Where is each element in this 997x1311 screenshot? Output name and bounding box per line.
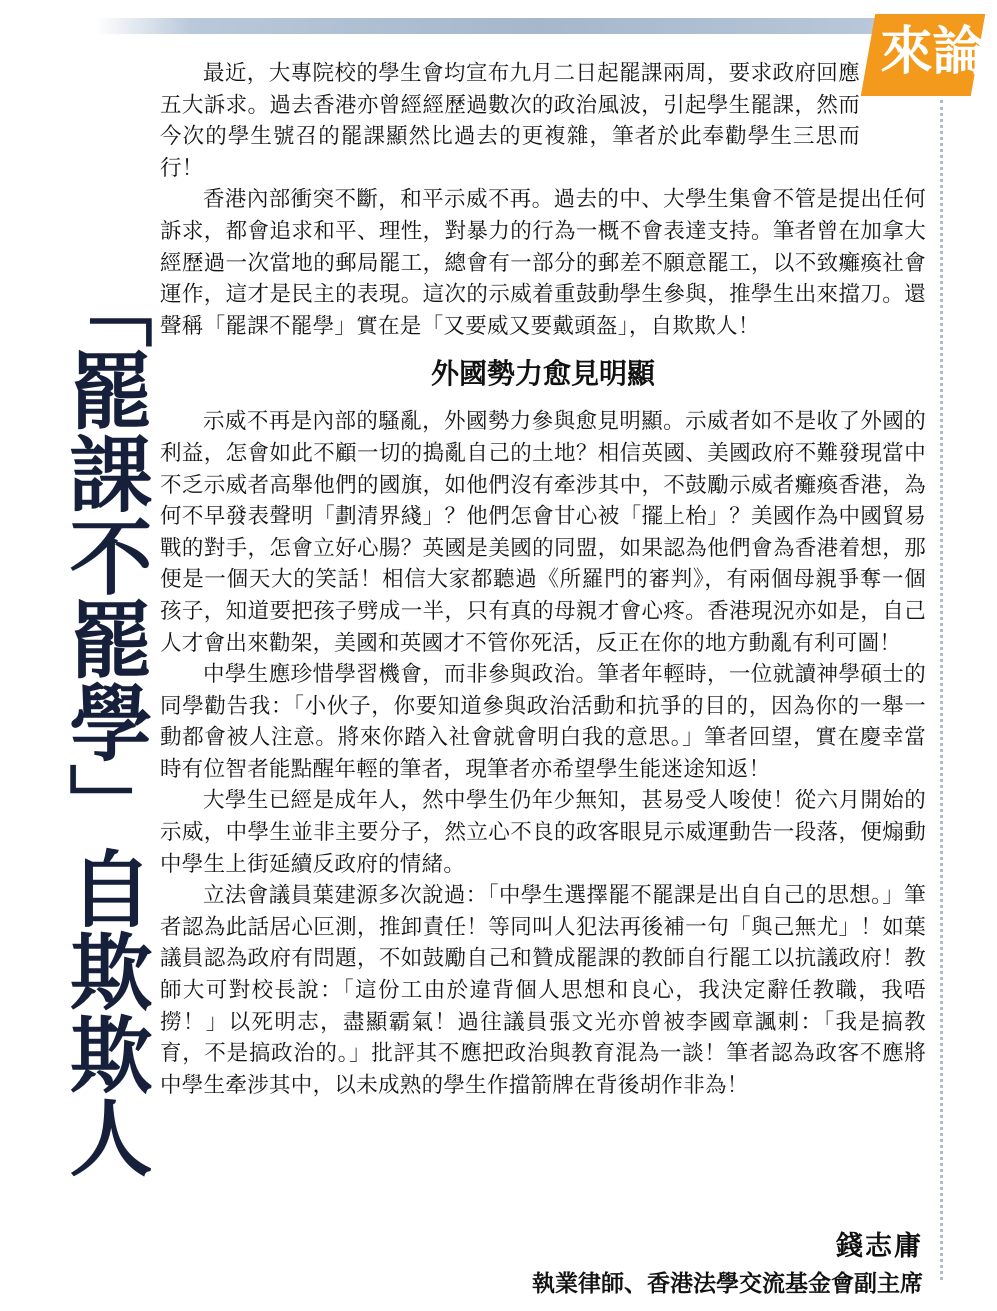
section-subheading: 外國勢力愈見明顯 bbox=[430, 357, 655, 391]
column-badge-text: 來論 bbox=[880, 22, 985, 82]
paragraph-6: 立法會議員葉建源多次說過：「中學生選擇罷不罷課是出自自己的思想。」筆者認為此話居心叵測，推卸責任！等同叫人犯法再後補一句「與己無尤」！如葉議員認為政府有問題，不如鼓勵自己和贊成罷課的教師自行罷工以抗議政府！教師大可對校長說：「這份工由於違背個人思想和良心，我決定辭任教職，我唔撈！」以死明志，盡顯霸氣！過往議員張文光亦曾被李國章諷刺：「我是搞教育，不是搞政治的。」批評其不應把政治與教育混為一談！筆者認為政客不應將中學生牽涉其中，以未成熟的學生作擋箭牌在背後胡作非為！ bbox=[160, 883, 926, 1098]
paragraph-4: 中學生應珍惜學習機會，而非參與政治。筆者年輕時，一位就讀神學碩士的同學勸告我：「小伙子，你要知道參與政治活動和抗爭的目的，因為你的一舉一動都會被人注意。將來你踏入社會就會明白我的意思。」筆者回望，實在慶幸當時有位智者能點醒年輕的筆者，現筆者亦希望學生能迷途知返！ bbox=[160, 662, 926, 782]
author-name: 錢志庸 bbox=[836, 1231, 923, 1262]
top-decorative-rule bbox=[96, 18, 896, 34]
article-body bbox=[160, 58, 926, 1101]
paragraph-3: 示威不再是內部的騷亂，外國勢力參與愈見明顯。示威者如不是收了外國的利益，怎會如此不顧一切的搗亂自己的土地？相信英國、美國政府不難發現當中不乏示威者高舉他們的國旗，如他們沒有牽涉其中，不鼓勵示威者癱瘓香港，為何不早發表聲明「劃清界綫」？他們怎會甘心被「擺上枱」？美國作為中國貿易戰的對手，怎會立好心腸？英國是美國的同盟，如果認為他們會為香港着想，那便是一個天大的笑話！相信大家都聽過《所羅門的審判》，有兩個母親爭奪一個孩子，知道要把孩子劈成一半，只有真的母親才會心疼。香港現況亦如是，自己人才會出來勸架，美國和英國才不管你死活，反正在你的地方動亂有利可圖！ bbox=[160, 409, 926, 656]
article-headline: 「罷課不罷學」自欺欺人 bbox=[55, 265, 152, 1178]
dotted-page-edge bbox=[940, 100, 943, 1280]
author-byline bbox=[532, 1228, 923, 1302]
paragraph-1: 最近，大專院校的學生會均宣布九月二日起罷課兩周，要求政府回應五大訴求。過去香港亦曾經經歷過數次的政治風波，引起學生罷課，然而今次的學生號召的罷課顯然比過去的更複雜，筆者於此奉勸學生三思而行！ bbox=[160, 61, 860, 181]
author-title: 執業律師、香港法學交流基金會副主席 bbox=[532, 1271, 923, 1297]
paragraph-5: 大學生已經是成年人，然中學生仍年少無知，甚易受人唆使！從六月開始的示威，中學生並非主要分子，然立心不良的政客眼見示威運動告一段落，便煽動中學生上街延續反政府的情緒。 bbox=[160, 788, 926, 877]
paragraph-2: 香港內部衝突不斷，和平示威不再。過去的中、大學生集會不管是提出任何訴求，都會追求和平、理性，對暴力的行為一概不會表達支持。筆者曾在加拿大經歷過一次當地的郵局罷工，總會有一部分的郵差不願意罷工，以不致癱瘓社會運作，這才是民主的表現。這次的示威着重鼓動學生參與，推學生出來擋刀。還聲稱「罷課不罷學」實在是「又要威又要戴頭盔」，自欺欺人！ bbox=[160, 187, 926, 339]
